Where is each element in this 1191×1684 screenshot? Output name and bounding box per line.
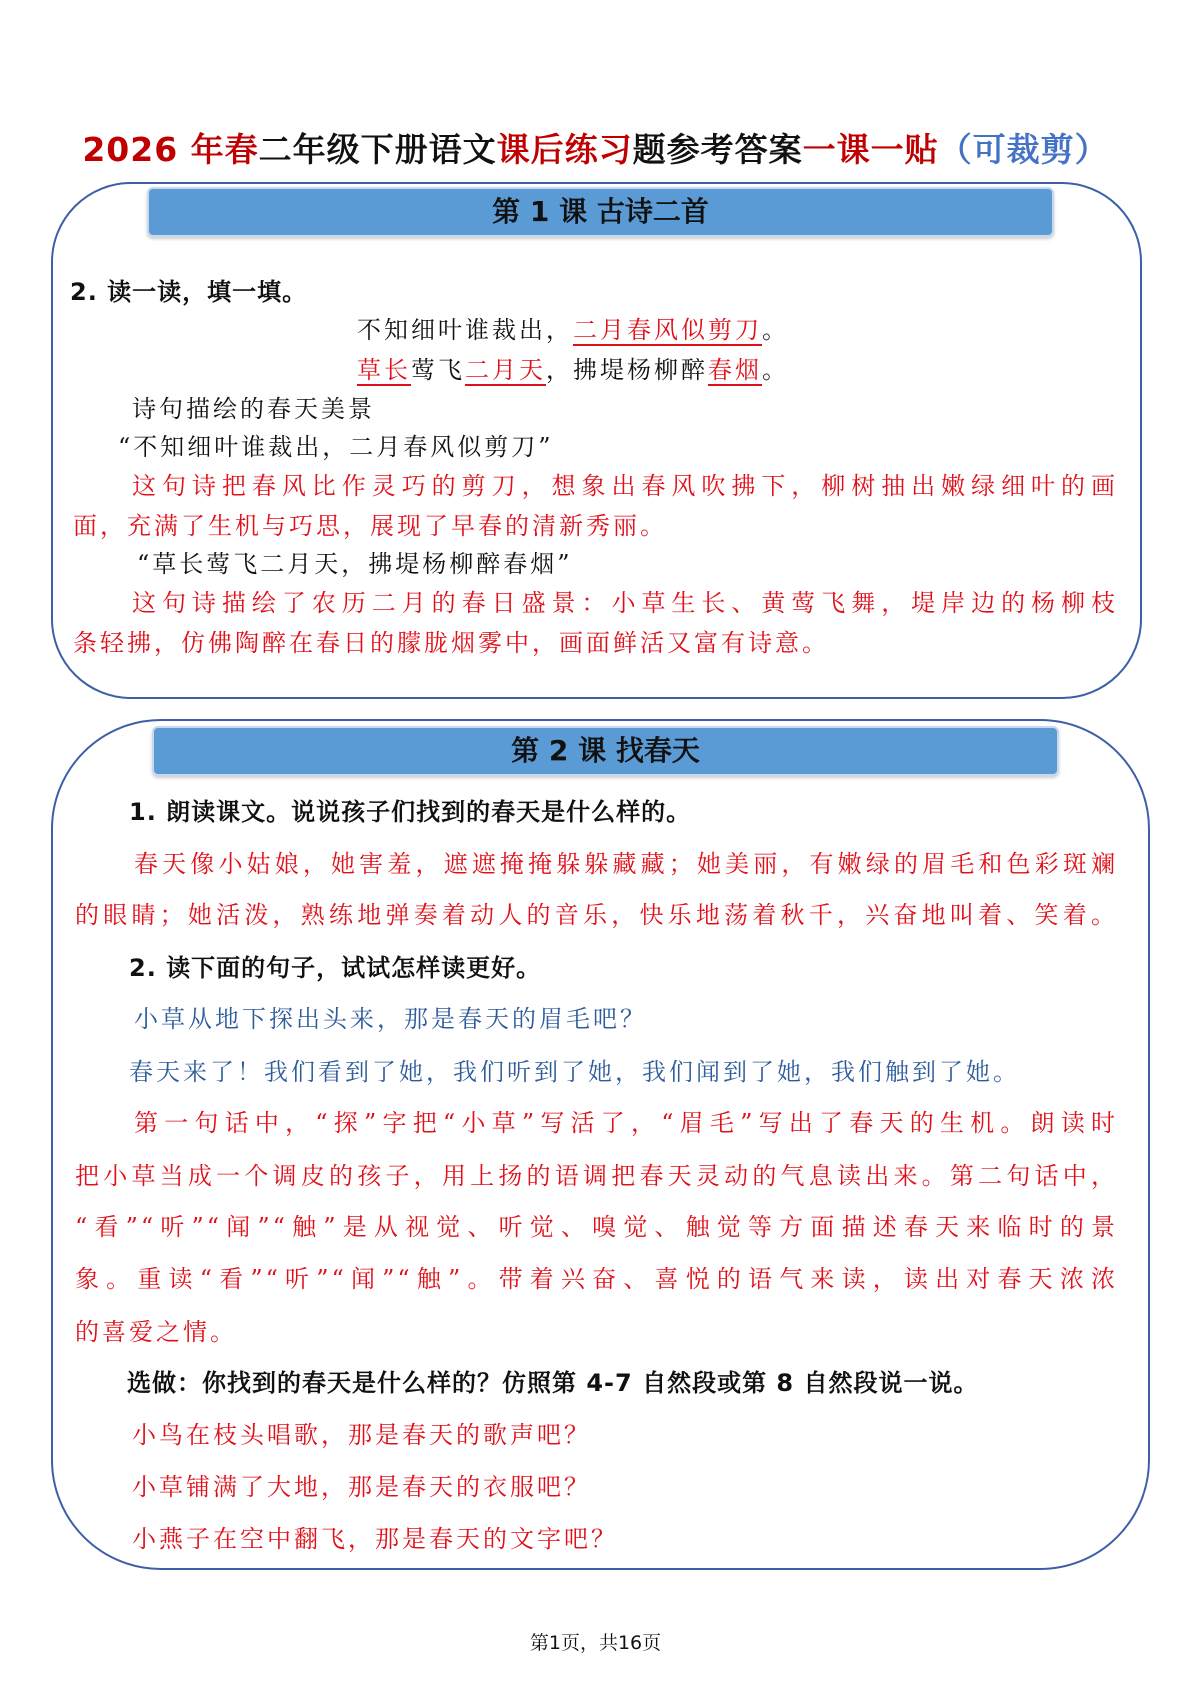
title-answers: 题参考答案 [632,130,803,169]
quote-2: “草长莺飞二月天，拂堤杨柳醉春烟” [137,550,573,578]
poem-text: 。 [762,316,789,344]
sentence-2: 春天来了！我们看到了她，我们听到了她，我们闻到了她，我们触到了她。 [129,1058,1020,1086]
scene-label: 诗句描绘的春天美景 [132,395,375,423]
poem-line-1 [357,314,789,346]
quote-1: “不知细叶谁裁出，二月春风似剪刀” [118,433,554,461]
poem-answer: 二月天 [465,356,546,384]
example-sentence: 小草铺满了大地，那是春天的衣服吧？ [132,1473,591,1501]
lesson1-header: 第 1 课 古诗二首 [147,187,1054,237]
answer-q1-line: 的眼睛；她活泼，熟练地弹奏着动人的音乐，快乐地荡着秋千，兴奋地叫着、笑着。 [75,901,1118,929]
poem-line-2 [357,354,789,386]
poem-answer: 二月春风似剪刀 [573,316,762,344]
example-sentence: 小鸟在枝头唱歌，那是春天的歌声吧？ [132,1421,591,1449]
example-sentence: 小燕子在空中翻飞，那是春天的文字吧？ [132,1525,618,1553]
poem-answer: 草长 [357,356,411,384]
answer-1-line: 这句诗把春风比作灵巧的剪刀，想象出春风吹拂下，柳树抽出嫩绿细叶的画 [132,472,1118,500]
title-highlight: 课后练习 [496,130,633,169]
lesson2-header: 第 2 课 找春天 [152,726,1059,776]
poem-text: 不知细叶谁裁出， [357,316,573,344]
poem-answer: 春烟 [708,356,762,384]
poem-text: 莺飞 [411,356,465,384]
page-number: 第1页，共16页 [529,1632,662,1654]
answer-q2-line: 象。重读“看”“听”“闻”“触”。带着兴奋、喜悦的语气来读，读出对春天浓浓 [75,1265,1118,1293]
lesson1-question: 2. 读一读，填一填。 [70,278,308,306]
answer-q2-line: 把小草当成一个调皮的孩子，用上扬的语调把春天灵动的气息读出来。第二句话中， [75,1162,1118,1190]
lesson2-question-2: 2. 读下面的句子，试试怎样读更好。 [129,954,542,982]
title-year: 2026 年春 [82,130,259,169]
answer-q2-line: “看”“听”“闻”“触”是从视觉、听觉、嗅觉、触觉等方面描述春天来临时的景 [75,1213,1118,1241]
title-cuttable: （可裁剪） [938,130,1109,169]
document-title [0,124,1191,171]
optional-question: 选做：你找到的春天是什么样的？仿照第 4-7 自然段或第 8 自然段说一说。 [127,1369,979,1397]
answer-2-line: 条轻拂，仿佛陶醉在春日的朦胧烟雾中，画面鲜活又富有诗意。 [73,629,829,657]
answer-q2-line: 第一句话中，“探”字把“小草”写活了，“眉毛”写出了春天的生机。朗读时 [134,1109,1118,1137]
poem-text: 。 [762,356,789,384]
answer-1-line: 面，充满了生机与巧思，展现了早春的清新秀丽。 [73,512,667,540]
sentence-1: 小草从地下探出头来，那是春天的眉毛吧？ [134,1005,647,1033]
lesson2-question-1: 1. 朗读课文。说说孩子们找到的春天是什么样的。 [129,798,692,826]
answer-2-line: 这句诗描绘了农历二月的春日盛景：小草生长、黄莺飞舞，堤岸边的杨柳枝 [132,589,1118,617]
poem-text: ，拂堤杨柳醉 [546,356,708,384]
title-grade: 二年级下册语文 [258,130,497,169]
answer-q1-line: 春天像小姑娘，她害羞，遮遮掩掩躲躲藏藏；她美丽，有嫩绿的眉毛和色彩斑斓 [134,850,1118,878]
answer-q2-line: 的喜爱之情。 [75,1318,237,1346]
title-sticker: 一课一贴 [802,130,939,169]
